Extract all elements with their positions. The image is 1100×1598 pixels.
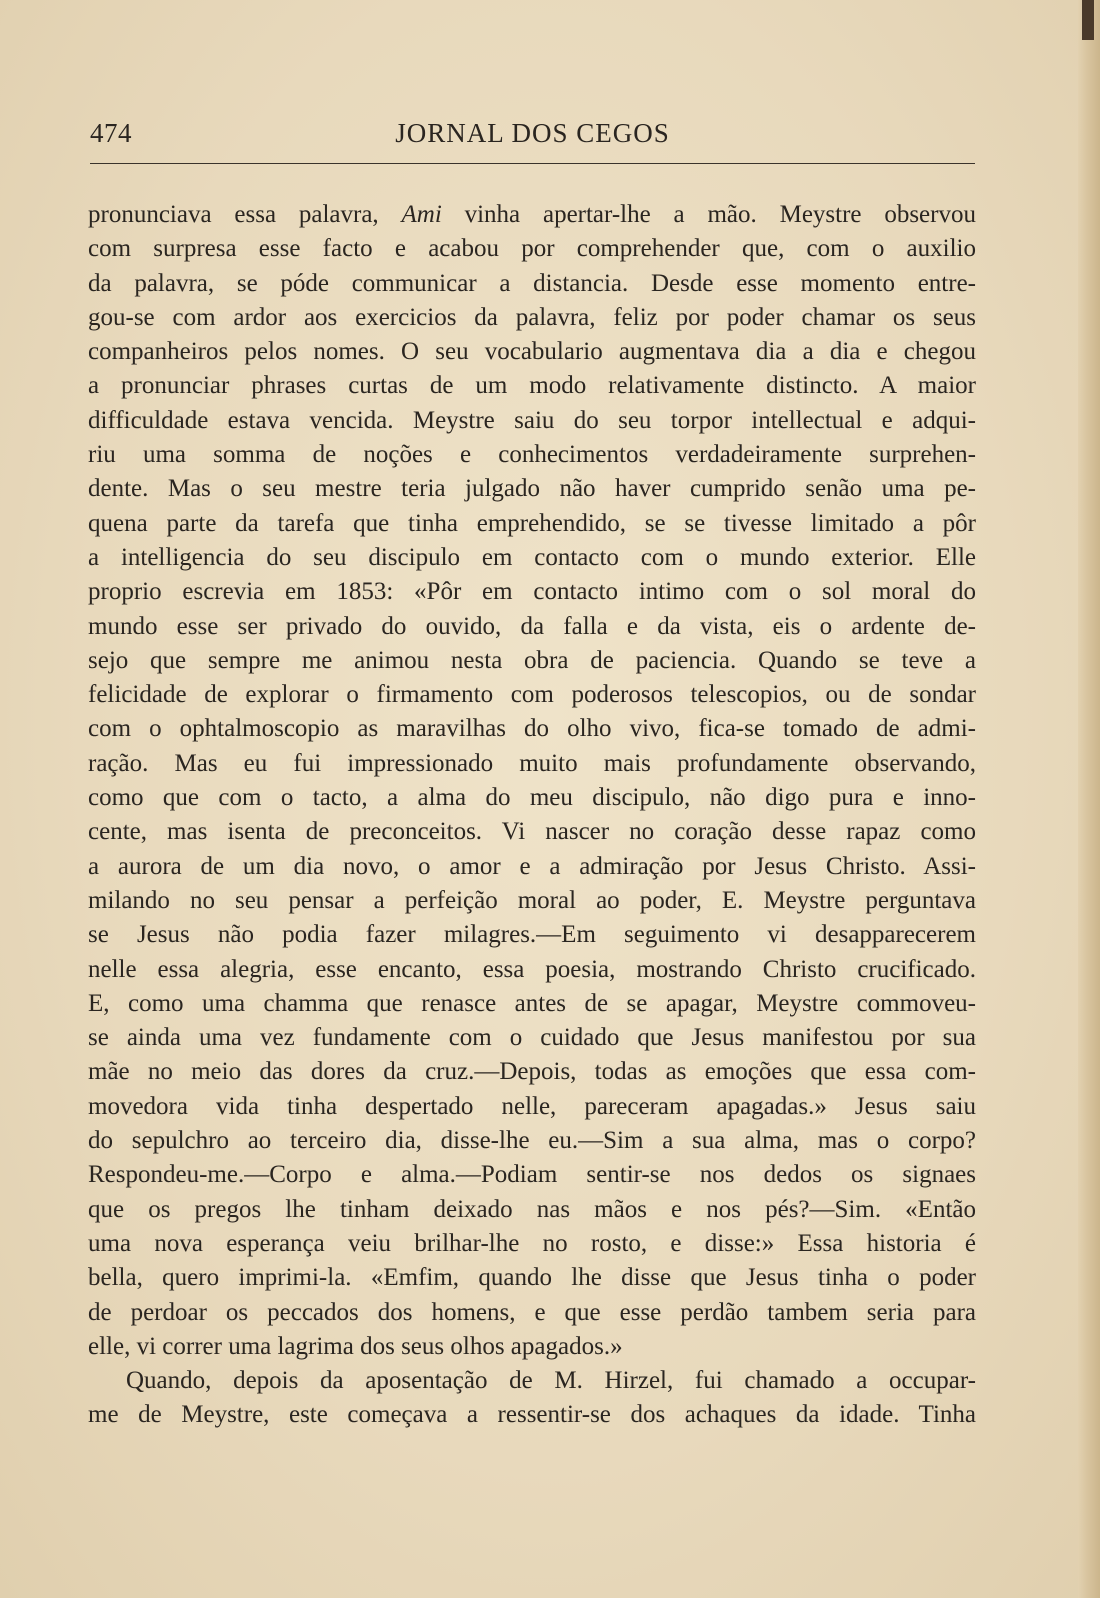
text-line: uma nova esperança veiu brilhar-lhe no rosto, e disse:» Essa historia é bbox=[88, 1229, 976, 1257]
page-edge bbox=[1078, 0, 1100, 1598]
page-header bbox=[90, 118, 975, 158]
text-line: do sepulchro ao terceiro dia, disse-lhe eu.—Sim a sua alma, mas o corpo? bbox=[88, 1127, 976, 1155]
italic-word: Ami bbox=[401, 201, 442, 228]
text-line: a pronunciar phrases curtas de um modo relativamente distincto. A maior bbox=[88, 372, 976, 400]
paragraph-1 bbox=[88, 198, 976, 1364]
text-line: com surpresa esse facto e acabou por comprehender que, com o auxilio bbox=[88, 235, 976, 263]
text-line: bella, quero imprimi-la. «Emfim, quando lhe disse que Jesus tinha o poder bbox=[88, 1264, 976, 1292]
running-head: JORNAL DOS CEGOS bbox=[395, 118, 670, 148]
text-line: difficuldade estava vencida. Meystre saiu do seu torpor intellectual e adqui- bbox=[88, 406, 976, 434]
text-line: com o ophtalmoscopio as maravilhas do olho vivo, fica-se tomado de admi- bbox=[88, 715, 976, 743]
text-line: riu uma somma de noções e conhecimentos verdadeiramente surprehen- bbox=[88, 441, 976, 469]
text-line: proprio escrevia em 1853: «Pôr em contacto intimo com o sol moral do bbox=[88, 578, 976, 606]
text-line: a intelligencia do seu discipulo em contacto com o mundo exterior. Elle bbox=[88, 543, 976, 571]
text-line: gou-se com ardor aos exercicios da palavra, feliz por poder chamar os seus bbox=[88, 303, 976, 331]
text-line: elle, vi correr uma lagrima dos seus olhos apagados.» bbox=[88, 1332, 623, 1360]
binding-mark bbox=[1082, 0, 1094, 40]
body-text bbox=[88, 198, 976, 1433]
text-line: ração. Mas eu fui impressionado muito mais profundamente observando, bbox=[88, 749, 976, 777]
text-line: se Jesus não podia fazer milagres.—Em seguimento vi desapparecerem bbox=[88, 921, 976, 949]
text-line: felicidade de explorar o firmamento com poderosos telescopios, ou de sondar bbox=[88, 681, 976, 709]
header-rule bbox=[90, 163, 975, 164]
text-line bbox=[88, 198, 976, 232]
text-line: E, como uma chamma que renasce antes de se apagar, Meystre commoveu- bbox=[88, 989, 976, 1017]
text-line: da palavra, se póde communicar a distancia. Desde esse momento entre- bbox=[88, 269, 976, 297]
text-line: a aurora de um dia novo, o amor e a admiração por Jesus Christo. Assi- bbox=[88, 852, 976, 880]
paragraph-2 bbox=[88, 1364, 976, 1433]
text-line: mundo esse ser privado do ouvido, da falla e da vista, eis o ardente de- bbox=[88, 612, 976, 640]
text-line: nelle essa alegria, esse encanto, essa poesia, mostrando Christo crucificado. bbox=[88, 955, 976, 983]
page-number: 474 bbox=[90, 118, 132, 148]
text-run: pronunciava essa palavra, bbox=[88, 201, 402, 228]
text-line: me de Meystre, este começava a ressentir-se dos achaques da idade. Tinha bbox=[88, 1401, 976, 1429]
text-line: como que com o tacto, a alma do meu discipulo, não digo pura e inno- bbox=[88, 784, 976, 812]
text-line: milando no seu pensar a perfeição moral ao poder, E. Meystre perguntava bbox=[88, 886, 976, 914]
text-line: Respondeu-me.—Corpo e alma.—Podiam sentir-se nos dedos os signaes bbox=[88, 1161, 976, 1189]
text-run: vinha apertar-lhe a mão. Meystre observou bbox=[441, 201, 976, 228]
text-line: quena parte da tarefa que tinha emprehendido, se se tivesse limitado a pôr bbox=[88, 509, 976, 537]
text-line: Quando, depois da aposentação de M. Hirzel, fui chamado a occupar- bbox=[126, 1367, 976, 1395]
text-line: mãe no meio das dores da cruz.—Depois, todas as emoções que essa com- bbox=[88, 1058, 976, 1086]
text-line: de perdoar os peccados dos homens, e que esse perdão tambem seria para bbox=[88, 1298, 976, 1326]
text-line: se ainda uma vez fundamente com o cuidado que Jesus manifestou por sua bbox=[88, 1024, 976, 1052]
text-line: cente, mas isenta de preconceitos. Vi nascer no coração desse rapaz como bbox=[88, 818, 976, 846]
text-line: movedora vida tinha despertado nelle, pareceram apagadas.» Jesus saiu bbox=[88, 1092, 976, 1120]
text-line: dente. Mas o seu mestre teria julgado não haver cumprido senão uma pe- bbox=[88, 475, 976, 503]
text-line: que os pregos lhe tinham deixado nas mãos e nos pés?—Sim. «Então bbox=[88, 1195, 976, 1223]
text-line: companheiros pelos nomes. O seu vocabulario augmentava dia a dia e chegou bbox=[88, 338, 976, 366]
text-line: sejo que sempre me animou nesta obra de paciencia. Quando se teve a bbox=[88, 646, 976, 674]
